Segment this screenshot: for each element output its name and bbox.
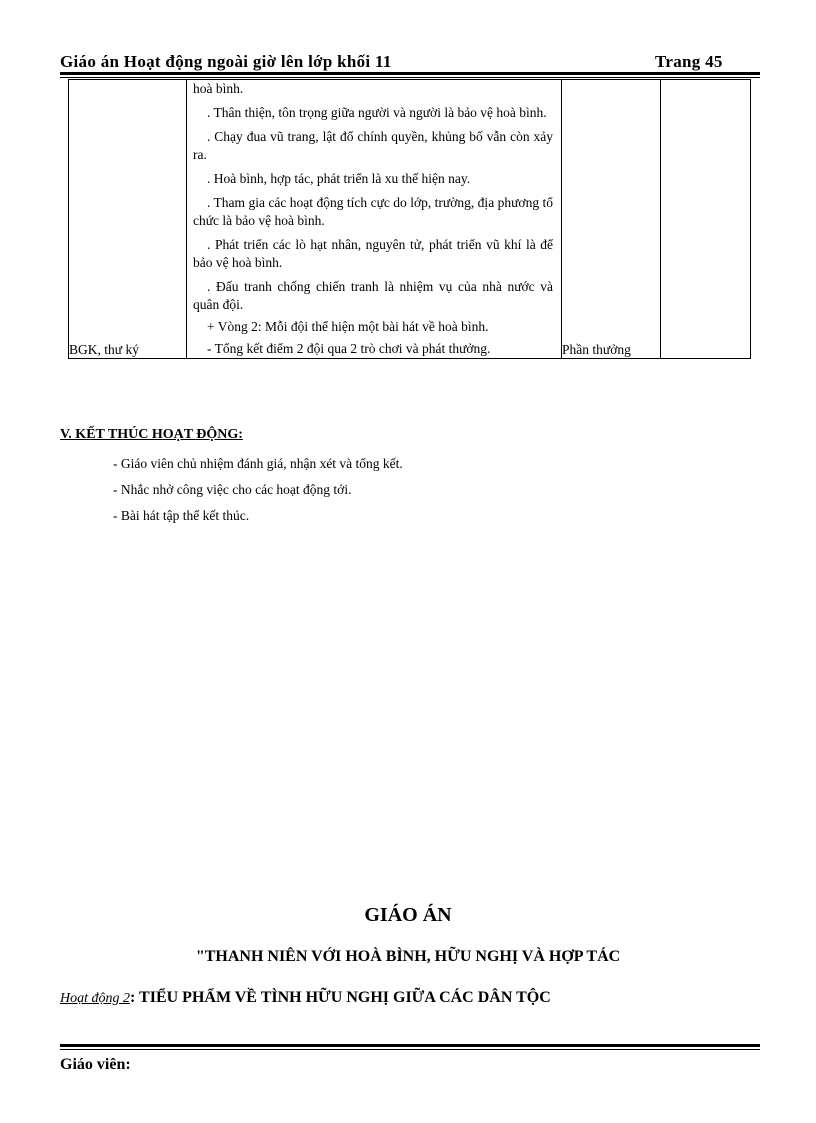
- list-item: . Phát triển các lò hạt nhân, nguyên tử, phát triển vũ khí là để bảo vệ hoà bình.: [193, 237, 553, 270]
- list-item: - Bài hát tập thể kết thúc.: [113, 508, 250, 523]
- closing-list: [113, 456, 403, 534]
- header-rule-thin: [60, 77, 760, 78]
- activity-table: [68, 79, 751, 359]
- list-item: - Tổng kết điểm 2 đội qua 2 trò chơi và phát thưởng.: [207, 341, 491, 356]
- teacher-label: Giáo viên:: [60, 1056, 131, 1073]
- materials-cell: Phần thưởng: [562, 80, 661, 359]
- header-rule: [60, 72, 760, 75]
- activity-heading: [60, 989, 551, 1007]
- footer-rule: [60, 1044, 760, 1047]
- list-item: - Nhắc nhở công việc cho các hoạt động tới.: [113, 482, 352, 497]
- table-row: [69, 80, 751, 359]
- list-item: . Hoà bình, hợp tác, phát triển là xu thế hiện nay.: [207, 171, 471, 186]
- page-header: [60, 50, 760, 74]
- page-number: Trang 45: [655, 52, 723, 71]
- section-title: V. KẾT THÚC HOẠT ĐỘNG:: [60, 427, 243, 442]
- notes-cell: [661, 80, 751, 359]
- document-title: Giáo án Hoạt động ngoài giờ lên lớp khối 11: [60, 52, 392, 71]
- plan-subtitle: "THANH NIÊN VỚI HOÀ BÌNH, HỮU NGHỊ VÀ HỢP TÁC: [195, 948, 621, 965]
- activity-title: : TIỂU PHẨM VỀ TÌNH HỮU NGHỊ GIỮA CÁC DÂN TỘC: [130, 989, 551, 1006]
- participants-cell: BGK, thư ký: [69, 80, 187, 359]
- list-item: hoà bình.: [193, 81, 244, 96]
- content-cell: [187, 80, 562, 359]
- list-item: . Chạy đua vũ trang, lật đổ chính quyền, khủng bố vẫn còn xảy ra.: [193, 129, 553, 162]
- list-item: . Tham gia các hoạt động tích cực do lớp, trường, địa phương tổ chức là bảo vệ hoà bình.: [193, 195, 553, 228]
- list-item: . Đấu tranh chống chiến tranh là nhiệm vụ của nhà nước và quân đội.: [193, 279, 553, 312]
- footer-rule-thin: [60, 1049, 760, 1050]
- list-item: + Vòng 2: Mỗi đội thể hiện một bài hát về hoà bình.: [207, 319, 489, 334]
- activity-label: Hoạt động 2: [60, 991, 130, 1006]
- list-item: - Giáo viên chủ nhiệm đánh giá, nhận xét và tổng kết.: [113, 456, 403, 471]
- plan-title: GIÁO ÁN: [364, 904, 452, 926]
- list-item: . Thân thiện, tôn trọng giữa người và người là bảo vệ hoà bình.: [207, 105, 547, 120]
